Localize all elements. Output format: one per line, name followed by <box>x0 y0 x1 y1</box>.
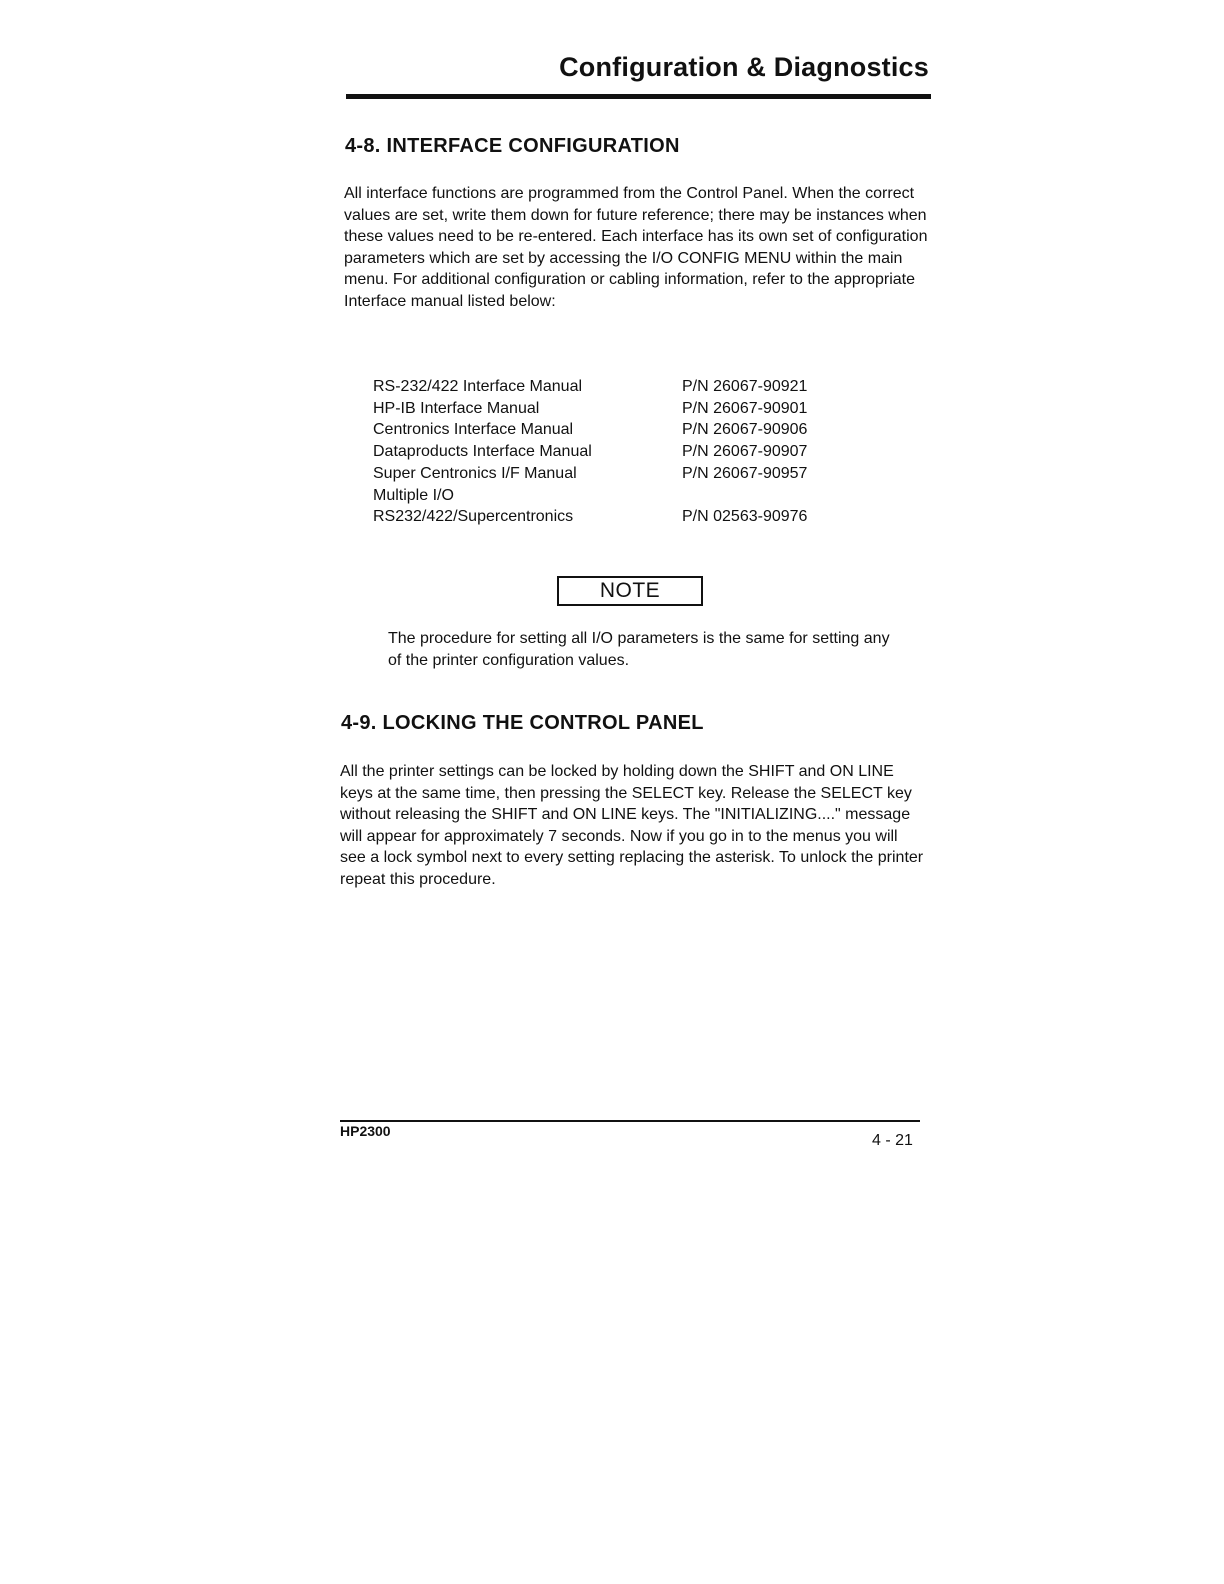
manual-part-number: P/N 02563-90976 <box>682 508 808 526</box>
list-item <box>373 441 873 463</box>
manual-name: Super Centronics I/F Manual <box>373 464 577 482</box>
manual-part-number: P/N 26067-90957 <box>682 464 808 482</box>
note-label: NOTE <box>599 579 661 602</box>
manual-part-number: P/N 26067-90906 <box>682 421 808 439</box>
interface-configuration-paragraph: All interface functions are programmed from the Control Panel. When the correct values are set, write them down for future reference; there may be instances when these values need to be re-entered. Each interface has its own set of configuration parameters which are set by accessing the I/O CONFIG MENU within the main menu. For additional configuration or cabling information, refer to the appropriate Interface manual listed below: <box>344 185 928 310</box>
manual-part-number: P/N 26067-90907 <box>682 443 808 461</box>
footer-model: HP2300 <box>340 1123 391 1139</box>
locking-control-panel-paragraph: All the printer settings can be locked by holding down the SHIFT and ON LINE keys at the same time, then pressing the SELECT key. Release the SELECT key without releasing the SHIFT and ON LINE keys. The "INITIALIZING...." message will appear for approximately 7 seconds. Now if you go in to the menus you will see a lock symbol next to every setting replacing the asterisk. To unlock the printer repeat this procedure. <box>340 763 924 888</box>
manual-name: RS-232/422 Interface Manual <box>373 378 583 395</box>
list-item <box>373 419 873 441</box>
footer-page-number: 4 - 21 <box>872 1132 913 1149</box>
list-item <box>373 485 873 528</box>
note-box <box>557 576 703 606</box>
note-text: The procedure for setting all I/O parameters is the same for setting any of the printer configuration values. <box>388 630 890 669</box>
list-item <box>373 398 873 420</box>
manual-part-number: P/N 26067-90901 <box>682 399 808 417</box>
manual-name-line-1: Multiple I/O <box>373 486 454 504</box>
interface-manual-list <box>373 376 873 528</box>
list-item <box>373 463 873 485</box>
footer-rule <box>340 1120 920 1122</box>
list-item <box>373 376 873 398</box>
section-heading-interface-configuration: 4-8. INTERFACE CONFIGURATION <box>345 135 680 157</box>
header-rule <box>346 94 931 99</box>
page-header-title: Configuration & Diagnostics <box>559 52 929 82</box>
manual-name-line-2: RS232/422/Supercentronics <box>373 508 574 526</box>
manual-name: Dataproducts Interface Manual <box>373 443 592 461</box>
manual-name <box>373 485 682 528</box>
manual-name: HP-IB Interface Manual <box>373 399 540 417</box>
manual-part-number: P/N 26067-90921 <box>682 378 808 395</box>
manual-name: Centronics Interface Manual <box>373 421 574 439</box>
section-heading-locking-control-panel: 4-9. LOCKING THE CONTROL PANEL <box>341 712 704 734</box>
